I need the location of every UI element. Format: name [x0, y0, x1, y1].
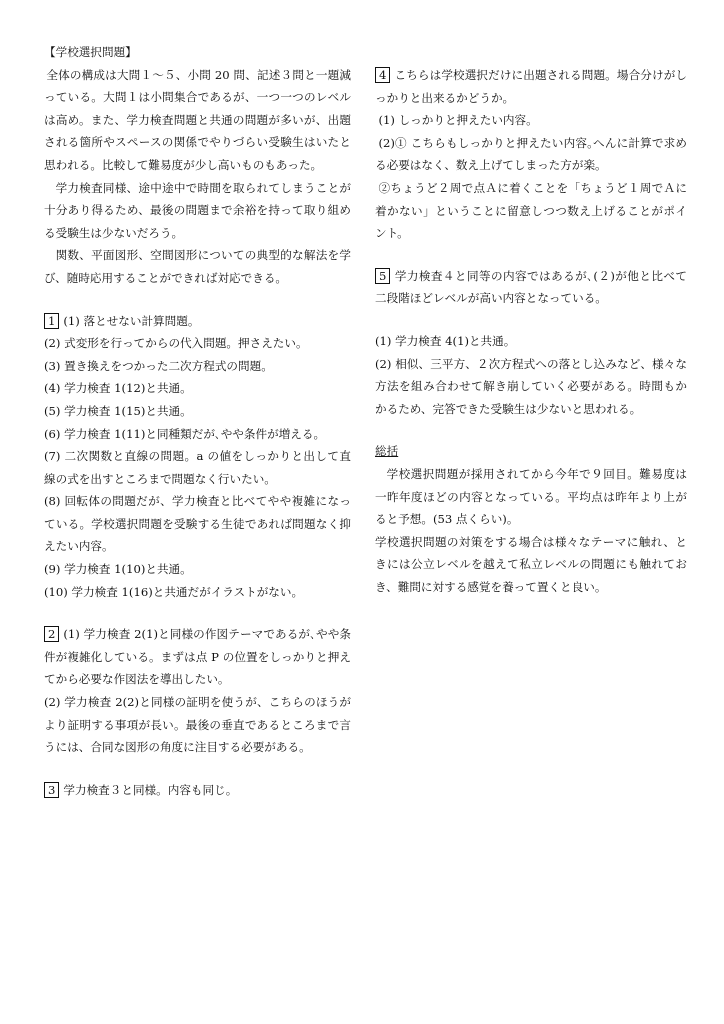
left-column [44, 41, 351, 801]
q1-number-box: 1 [44, 313, 59, 329]
q1-item-6: (6) 学力検査 1(11)と同種類だが､やや条件が増える。 [44, 426, 326, 441]
q1-item-5: (5) 学力検査 1(15)と共通。 [44, 403, 192, 418]
q5-number-box: 5 [375, 268, 390, 284]
intro-paragraph-2: 学力検査同様、途中途中で時間を取られてしまうことが十分あり得るため、最後の問題まで余裕を持って取り組める受験生は少ないだろう。 [44, 180, 351, 240]
q3-number-box: 3 [44, 782, 59, 798]
q1-item-10: (10) 学力検査 1(16)と共通だがイラストがない。 [44, 584, 304, 599]
section-heading: 【学校選択問題】 [44, 45, 137, 59]
q5-lead: 5 学力検査４と同等の内容ではあるが､(２)が他と比べて二段階ほどレベルが高い内容となっている。 [375, 268, 687, 306]
q1-item-4: (4) 学力検査 1(12)と共通。 [44, 381, 192, 396]
intro-paragraph-1: 全体の構成は大問１～５、小問 20 問、記述３問と一題減っている。大問１は小問集合であるが、一つ一つのレベルは高め。また、学力検査問題と共通の問題が多いが、出題される箇所やスペースの関係でやりづらい受験生はいたと思われる。比較して難易度が少し高いものもあった。 [44, 67, 351, 172]
q4-lead: 4 こちらは学校選択だけに出題される問題。場合分けがしっかりと出来るかどうか。 [375, 68, 687, 105]
summary-heading: 総括 [375, 444, 399, 459]
summary-paragraph-1: 学校選択問題が採用されてから今年で９回目。難易度は一昨年度ほどの内容となっている。平均点は昨年より上がると予想。(53 点くらい)。 [375, 466, 687, 527]
q1-item-9: (9) 学力検査 1(10)と共通。 [44, 562, 192, 577]
q4-item-2: (2)① こちらもしっかりと押えたい内容｡へんに計算で求める必要はなく、数え上げてしまった方が楽。 [375, 135, 687, 173]
q1-item-7: (7) 二次関数と直線の問題。a の値をしっかりと出して直線の式を出すところまで問題なく行いたい。 [44, 449, 351, 486]
q1-item-2: (2) 式変形を行ってからの代入問題。押さえたい。 [44, 336, 308, 351]
q2-number-box: 2 [44, 626, 59, 642]
q2-item-2: (2) 学力検査 2(2)と同様の証明を使うが、こちらのほうがより証明する事項が長い。最後の垂直であるところまで言うには、合同な図形の角度に注目する必要がある。 [44, 695, 351, 755]
q1-item-1: 1 (1) 落とせない計算問題。 [44, 310, 351, 333]
intro-paragraph-3: 関数、平面図形、空間図形についての典型的な解法を学び、随時応用することができれば対応できる。 [44, 248, 351, 285]
q4-number-box: 4 [375, 67, 390, 83]
right-column [375, 64, 687, 598]
q1-item-3: (3) 置き換えをつかった二次方程式の問題。 [44, 358, 273, 373]
q5-item-2: (2) 相似、三平方、２次方程式への落とし込みなど、様々な方法を組み合わせて解き崩していく必要がある。時間もかかるため、完答できた受験生は少ないと思われる。 [375, 356, 687, 416]
q4-item-3: ②ちょうど２周で点Ａに着くことを「ちょうど１周でＡに着かない」ということに留意しつつ数え上げることがポイント。 [375, 180, 687, 241]
summary-paragraph-2: 学校選択問題の対策をする場合は様々なテーマに触れ、ときには公立レベルを越えて私立レベルの問題にも触れておき、難問に対する感覚を養って置くと良い。 [375, 534, 687, 594]
q5-item-1: (1) 学力検査 4(1)と共通。 [375, 333, 516, 348]
q2-item-1: 2 (1) 学力検査 2(1)と同様の作図テーマであるが､やや条件が複雑化している。まずは点 P の位置をしっかりと押えてから必要な作図法を導出したい。 [44, 627, 351, 687]
q1-item-8: (8) 回転体の問題だが、学力検査と比べてやや複雑になっている。学校選択問題を受験する生徒であれば問題なく抑えたい内容。 [44, 494, 351, 554]
q4-item-1: (1) しっかりと押えたい内容。 [378, 113, 538, 128]
q3-text: 3 学力検査３と同様。内容も同じ。 [44, 779, 351, 802]
